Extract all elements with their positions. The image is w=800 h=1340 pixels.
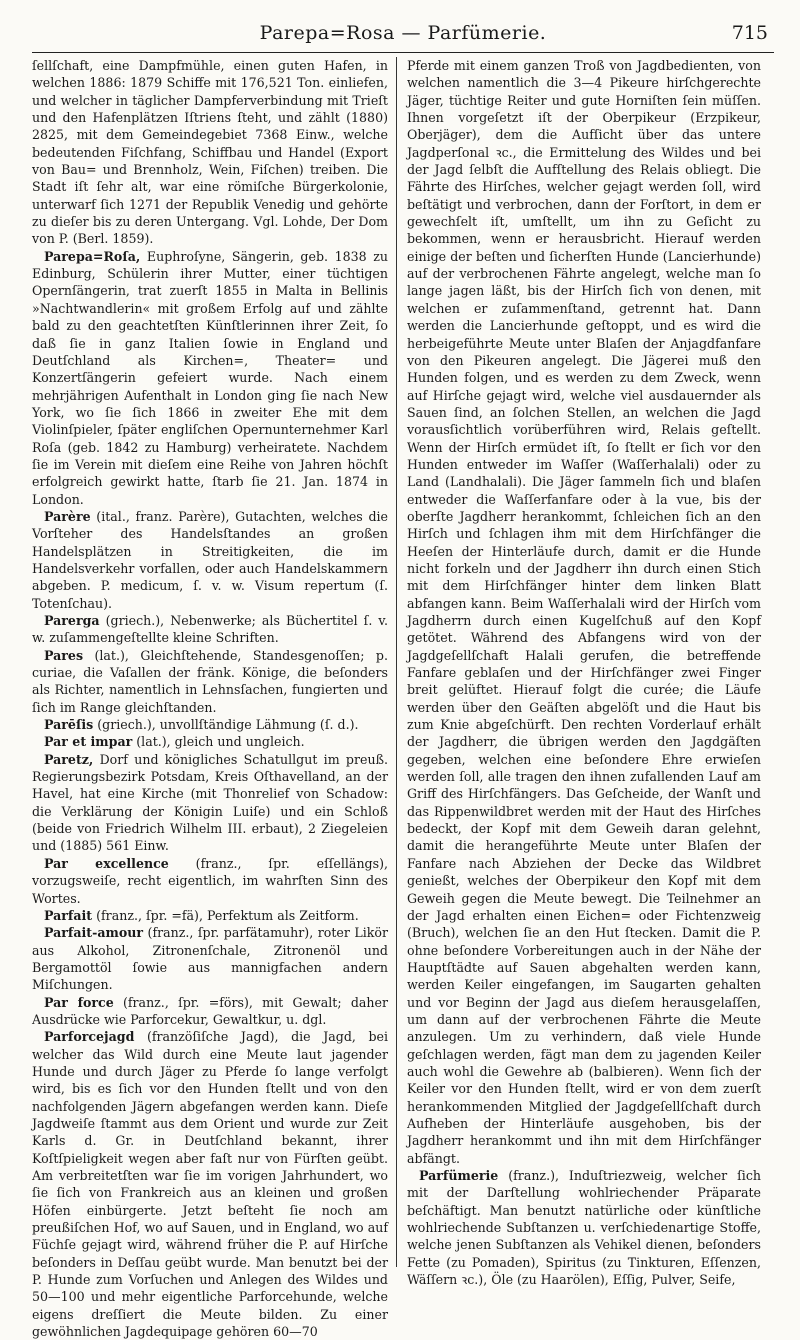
dictionary-entry xyxy=(32,716,388,733)
entry-text: (franz., ſpr. =förs), mit Gewalt; daher Ausdrücke wie Parforcekur, Gewaltkur, u. dgl. xyxy=(32,994,388,1027)
left-column xyxy=(32,57,396,1340)
entry-text: Pferde mit einem ganzen Troß von Jagdbedienten, von welchen namentlich die 3—4 Pikeure hirſchgerechte Jäger, tüchtige Reiter und gute Horniſten ſein müſſen. Ihnen vorgeſetzt iſt der Oberpikeur (Erzpikeur, Oberjäger), dem die Aufſicht über das untere Jagdperſonal ꝛc., die Ermittelung des Wildes und bei der Jagd ſelbſt die Aufſtellung des Relais obliegt. Die Fährte des Hirſches, welcher gejagt werden ſoll, wird beſtätigt und verbrochen, dann der Forſtort, in dem er gewechſelt iſt, umſtellt, um ihn zu Geſicht zu bekommen, wenn er herausbricht. Hierauf werden einige der beſten und ſicherſten Hunde (Lancierhunde) auf der verbrochenen Fährte angelegt, welche man ſo lange jagen läßt, bis der Hirſch ſich von denen, mit welchen er zuſammenſtand, getrennt hat. Dann werden die Lancierhunde geſtoppt, und es wird die herbeigeführte Meute unter Blaſen der Anjagdfanfare von den Pikeuren angelegt. Die Jägerei muß den Hunden folgen, und es werden zu dem Zweck, wenn auf Hirſche gejagt wird, welche viel ausdauernder als Sauen ſind, an ſolchen Stellen, an welchen die Jagd vorausſichtlich vorüberführen wird, Relais geſtellt. Wenn der Hirſch ermüdet iſt, ſo ſtellt er ſich vor den Hunden entweder im Waſſer (Waſſerhalali) oder zu Land (Landhalali). Die Jäger ſammeln ſich und blaſen entweder die Waſſerfanfare oder à la vue, bis der oberſte Jagdherr herankommt, ſchleichen ſich an den Hirſch und ſchlagen ihm mit dem Hirſchfänger die Heeſen der Hinterläufe durch, damit er die Hunde nicht forkeln und der Jagdherr ihn durch einen Stich mit dem Hirſchfänger hinter dem linken Blatt abfangen kann. Beim Waſſerhalali wird der Hirſch vom Jagdherrn durch einen Kugelſchuß auf den Kopf getötet. Während des Abfangens wird von der Jagdgeſellſchaft Halali gerufen, die betreffende Fanfare geblaſen und der Hirſchfänger zwei Finger breit gelüftet. Hierauf folgt die curée; die Läufe werden über den Geäſten abgelöſt und die Haut bis zum Knie abgeſchürft. Den rechten Vorderlauf erhält der Jagdherr, die übrigen werden den Jagdgäſten gegeben, welchen eine beſondere Ehre erwieſen werden ſoll, alle tragen den ihnen zufallenden Lauf am Griff des Hirſchfängers. Das Geſcheide, der Wanſt und das Rippenwildbret werden mit der Haut des Hirſches bedeckt, der Kopf mit dem Geweih daran gelehnt, damit die herangeführte Meute unter Blaſen der Fanfare nach Abziehen der Decke das Wildbret genießt, welches der Oberpikeur den Kopf mit dem Geweih gegen die Meute bewegt. Die Teilnehmer an der Jagd erhalten einen Eichen= oder Fichtenzweig (Bruch), welchen ſie an den Hut ſtecken. Damit die P. ohne beſondere Vorbereitungen auch in der Nähe der Hauptſtädte auf Sauen abgehalten werden kann, werden Keiler eingefangen, im Saugarten gehalten und vor Beginn der Jagd aus dieſem herausgelaſſen, um dann auf der verbrochenen Fährte die Meute anzulegen. Um zu verhindern, daß viele Hunde geſchlagen werden, fägt man dem zu jagenden Keiler auch wohl die Gewehre ab (balbieren). Wenn ſich der Keiler vor den Hunden ſtellt, wird er von dem zuerſt herankommenden Mitglied der Jagdgeſellſchaft durch Aufheben der Hinterläufe ausgehoben, bis der Jagdherr herankommt und ihn mit dem Hirſchfänger abfängt. xyxy=(407,58,761,1166)
entry-headword: Par force xyxy=(44,994,114,1010)
dictionary-entry xyxy=(32,647,388,716)
entry-text: (franz., ſpr. parfätamuhr), roter Likör aus Alkohol, Zitronenſchale, Zitronenöl und Bergamottöl ſowie aus mannigfachen andern Miſchungen. xyxy=(32,925,388,993)
entry-headword: Pares xyxy=(44,647,84,663)
entry-text: (ital., franz. Parère), Gutachten, welches die Vorſteher des Handelsſtandes an großen Handelsplätzen in Streitigkeiten, die im Handelsverkehr vorfallen, oder auch Handelskammern abgeben. P. medicum, ſ. v. w. Visum repertum (ſ. Totenſchau). xyxy=(32,508,388,611)
continued-text xyxy=(32,57,388,248)
running-title: Parepa=Rosa — Parfümerie. xyxy=(259,22,547,44)
entry-headword: Parfümerie xyxy=(419,1168,499,1183)
entry-headword: Parfait xyxy=(44,907,93,923)
dictionary-entry xyxy=(407,1167,761,1288)
text-columns xyxy=(32,57,774,1340)
dictionary-entry xyxy=(32,508,388,612)
entry-text: (franz., ſpr. =fä), Perfektum als Zeitform. xyxy=(92,907,359,923)
dictionary-entry xyxy=(32,907,388,924)
entry-text: (franz., ſpr. eſſellängs), vorzugsweiſe, recht eigentlich, im wahrſten Sinn des Wortes. xyxy=(32,855,388,906)
entry-headword: Parerga xyxy=(44,613,100,628)
dictionary-entry xyxy=(32,994,388,1029)
entry-headword: Parforcejagd xyxy=(44,1029,135,1045)
entry-text: Dorf und königliches Schatullgut im preuß. Regierungsbezirk Potsdam, Kreis Oſthavelland, an der Havel, hat eine Kirche (mit Thonrelief von Schadow: die Verklärung der Königin Luiſe) und ein Schloß (beide von Friedrich Wilhelm III. erbaut), 2 Ziegeleien und (1885) 561 Einw. xyxy=(32,751,388,854)
dictionary-entry xyxy=(32,248,388,508)
page-number: 715 xyxy=(731,22,768,44)
page-header xyxy=(32,18,774,52)
entry-headword: Parēſis xyxy=(44,717,94,733)
entry-headword: Par excellence xyxy=(44,855,169,871)
header-rule xyxy=(32,52,774,53)
entry-text: (franzöſiſche Jagd), die Jagd, bei welcher das Wild durch eine Meute laut jagender Hunde und durch Jäger zu Pferde ſo lange verfolgt wird, bis es ſich vor den Hunden ſtellt und von den nachfolgenden Jägern abgefangen werden kann. Dieſe Jagdweiſe ſtammt aus dem Orient und wurde zur Zeit Karls d. Gr. in Deutſchland bekannt, ihrer Koſtſpieligkeit wegen aber faſt nur von Fürſten geübt. Am verbreitetſten war ſie im vorigen Jahrhundert, wo ſie ſich von Frankreich aus an kleinen und großen Höfen einbürgerte. Jetzt beſteht ſie noch am preußiſchen Hof, wo auf Sauen, und in England, wo auf Füchſe gejagt wird, während früher die P. auf Hirſche beſonders in Deſſau geübt wurde. Man benutzt bei der P. Hunde zum Vorſuchen und Anlegen des Wildes und 50—100 und mehr eigentliche Parforcehunde, welche eigens dreſſiert die Meute bilden. Zu einer gewöhnlichen Jagdequipage gehören 60—70 xyxy=(32,1029,388,1340)
right-column xyxy=(397,57,761,1288)
continued-text xyxy=(407,57,761,1167)
entry-headword: Parère xyxy=(44,508,91,524)
dictionary-entry xyxy=(32,612,388,647)
entry-headword: Paretz, xyxy=(44,751,94,767)
dictionary-entry xyxy=(32,1028,388,1340)
dictionary-entry xyxy=(32,855,388,907)
entry-headword: Parepa=Roſa, xyxy=(44,248,141,264)
dictionary-entry xyxy=(32,733,388,750)
dictionary-entry xyxy=(32,751,388,855)
entry-text: ſellſchaft, eine Dampfmühle, einen guten Hafen, in welchen 1886: 1879 Schiffe mit 176,521 Ton. einliefen, und welcher in täglicher Dampferverbindung mit Trieſt und den Hafenplätzen Iſtriens ſteht, und zählt (1880) 2825, mit dem Gemeindegebiet 7368 Einw., welche bedeutenden Fiſchfang, Schiffbau und Handel (Export von Bau= und Brennholz, Wein, Fiſchen) treiben. Die Stadt iſt ſehr alt, war eine römiſche Bürgerkolonie, unterwarf ſich 1271 der Republik Venedig und gehörte zu dieſer bis zu deren Untergang. Vgl. Lohde, Der Dom von P. (Berl. 1859). xyxy=(32,58,388,247)
entry-text: Euphroſyne, Sängerin, geb. 1838 zu Edinburg, Schülerin ihrer Mutter, einer tüchtigen Opernſängerin, trat zuerſt 1855 in Malta in Bellinis »Nachtwandlerin« mit großem Erfolg auf und zählte bald zu den geachtetſten Künſtlerinnen ihrer Zeit, ſo daß ſie in ganz Italien ſowie in England und Deutſchland als Kirchen=, Theater= und Konzertſängerin gefeiert wurde. Nach einem mehrjährigen Aufenthalt in London ging ſie nach New York, wo ſie ſich 1866 in zweiter Ehe mit dem Violinſpieler, ſpäter engliſchen Opernunternehmer Karl Roſa (geb. 1842 zu Hamburg) verheiratete. Nachdem ſie im Verein mit dieſem eine Reihe von Jahren höchſt erfolgreich gewirkt hatte, ſtarb ſie 21. Jan. 1874 in London. xyxy=(32,248,388,507)
entry-headword: Par et impar xyxy=(44,734,133,750)
entry-text: (griech.), Nebenwerke; als Büchertitel ſ. v. w. zuſammengeſtellte kleine Schriften. xyxy=(32,613,388,646)
entry-headword: Parfait-amour xyxy=(44,925,144,941)
entry-text: (lat.), Gleichſtehende, Standesgenoſſen; p. curiae, die Vaſallen der fränk. Könige, die beſonders als Richter, namentlich in Lehnsſachen, fungierten und ſich im Range gleichſtanden. xyxy=(32,647,388,715)
dictionary-entry xyxy=(32,924,388,993)
entry-text: (griech.), unvollſtändige Lähmung (ſ. d.). xyxy=(93,717,359,733)
entry-text: (lat.), gleich und ungleich. xyxy=(132,734,305,750)
entry-text: (franz.), Induſtriezweig, welcher ſich mit der Darſtellung wohlriechender Präparate beſchäftigt. Man benutzt natürliche oder künſtliche wohlriechende Subſtanzen u. verſchiedenartige Stoffe, welche jenen Subſtanzen als Vehikel dienen, beſonders Fette (zu Pomaden), Spiritus (zu Tinkturen, Eſſenzen, Wäſſern ꝛc.), Öle (zu Haarölen), Eſſig, Pulver, Seife, xyxy=(407,1168,761,1288)
